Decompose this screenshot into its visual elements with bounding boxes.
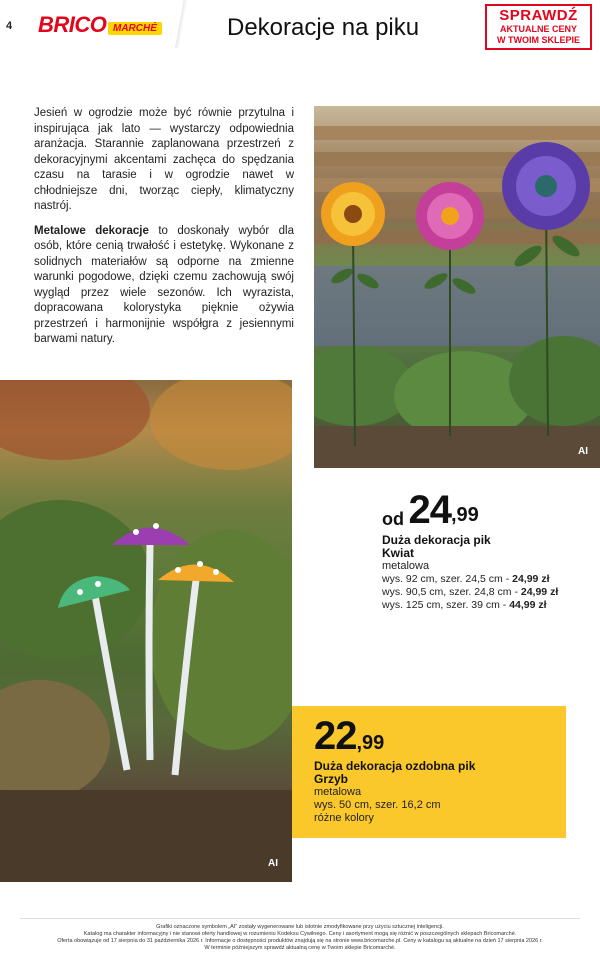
variant-dims: wys. 90,5 cm, szer. 24,8 cm - bbox=[382, 586, 521, 598]
product-flower-material: metalowa bbox=[382, 560, 430, 572]
bricomarche-logo bbox=[22, 0, 182, 48]
variant-price: 24,99 zł bbox=[520, 586, 559, 598]
footer-line-1: Grafiki oznaczone symbolem „AI” zostały wygenerowane lub istotnie zmodyfikowane przy użyciu sztucznej inteligencji. bbox=[156, 924, 444, 930]
check-prices-badge bbox=[485, 4, 592, 50]
product-mushroom-name-line1: Duża dekoracja ozdobna pik bbox=[314, 759, 476, 773]
intro-text bbox=[34, 106, 294, 348]
footer-divider bbox=[20, 918, 580, 919]
variant-price: 44,99 zł bbox=[509, 599, 547, 611]
variant-price: 24,99 zł bbox=[512, 573, 550, 585]
flower-stakes-illustration bbox=[314, 106, 600, 468]
product-flower-variant bbox=[382, 586, 592, 599]
mushroom-ai-badge: AI bbox=[268, 858, 278, 869]
flowers-ai-badge: AI bbox=[578, 446, 588, 457]
check-badge-line2: AKTUALNE CENY bbox=[499, 24, 577, 34]
footer-line-2: Katalog ma charakter informacyjny i nie stanowi oferty handlowej w rozumieniu Kodeksu Cywilnego. Ceny i asortyment mogą się różnić w poszczególnych sklepach Bricomarché. bbox=[83, 931, 517, 937]
page-title: Dekoracje na piku bbox=[227, 14, 420, 41]
intro-paragraph-2 bbox=[34, 224, 294, 348]
product-flower-name-line2: Kwiat bbox=[382, 546, 415, 560]
check-badge-line3: W TWOIM SKLEPIE bbox=[497, 35, 580, 45]
product-mushroom-material: metalowa bbox=[314, 786, 362, 798]
variant-dims: wys. 125 cm, szer. 39 cm - bbox=[382, 599, 510, 611]
footer-line-3: Oferta obowiązuje od 17 sierpnia do 31 października 2026 r. Informacje o dostępności produktów znajdują się na stronie www.bricomarche.pl. Ceny w katalogu są aktualne na dzień 17 sierpnia 2026 r. bbox=[57, 938, 543, 944]
intro-paragraph-2-rest: to doskonały wybór dla osób, które cenią trwałość i estetykę. Wykonane z solidnych materiałów są odporne na zmienne warunki pogodowe, dzięki czemu zachowują swój wygląd przez wiele sezonów. Ich wyrazista, dopracowana kolorystyka pięknie ożywia przestrzeń i harmonijnie współgra z jesiennymi barwami natury. bbox=[34, 224, 294, 345]
price-main: 22 bbox=[314, 714, 357, 758]
variant-dims: wys. 92 cm, szer. 24,5 cm - bbox=[382, 573, 513, 585]
check-badge-line1: SPRAWDŹ bbox=[499, 7, 578, 24]
logo-marche-text: MARCHÉ bbox=[108, 22, 162, 35]
price-main: 24 bbox=[408, 488, 451, 532]
product-flower-info bbox=[382, 490, 592, 612]
mushroom-stakes-illustration bbox=[0, 380, 292, 882]
product-mushroom-dimensions: wys. 50 cm, szer. 16,2 cm bbox=[314, 799, 441, 811]
header-divider bbox=[172, 0, 192, 48]
flower-stakes-photo bbox=[314, 106, 600, 468]
page-number: 4 bbox=[6, 20, 13, 32]
footer-line-4: W terminie późniejszym sprawdź aktualną cenę w Twoim sklepie Bricomarché. bbox=[204, 945, 396, 951]
product-mushroom-colors: różne kolory bbox=[314, 812, 374, 824]
intro-paragraph-1: Jesień w ogrodzie może być równie przytulna i inspirująca jak lato — wystarczy odpowiednia aranżacja. Starannie zaplanowana przestrzeń z dekoracyjnymi akcentami zachęca do spędzania czasu na tarasie i w ogrodzie nawet w chłodniejsze dni, tworząc ciepły, klimatyczny nastrój. bbox=[34, 107, 294, 212]
logo-brico-text: BRICO bbox=[38, 12, 107, 37]
price-cents: ,99 bbox=[356, 732, 385, 754]
product-mushroom-info bbox=[314, 760, 554, 825]
product-mushroom-name-line2: Grzyb bbox=[314, 772, 349, 786]
mushroom-stakes-photo bbox=[0, 380, 292, 882]
price-prefix: od bbox=[382, 509, 404, 529]
footer-disclaimer bbox=[0, 924, 600, 952]
product-mushroom-price bbox=[314, 716, 384, 756]
intro-paragraph-2-bold: Metalowe dekoracje bbox=[34, 224, 149, 237]
price-cents: ,99 bbox=[450, 504, 479, 526]
product-flower-variant bbox=[382, 573, 592, 586]
product-flower-variant bbox=[382, 599, 592, 612]
product-flower-name-line1: Duża dekoracja pik bbox=[382, 533, 491, 547]
product-flower-price bbox=[382, 490, 592, 530]
